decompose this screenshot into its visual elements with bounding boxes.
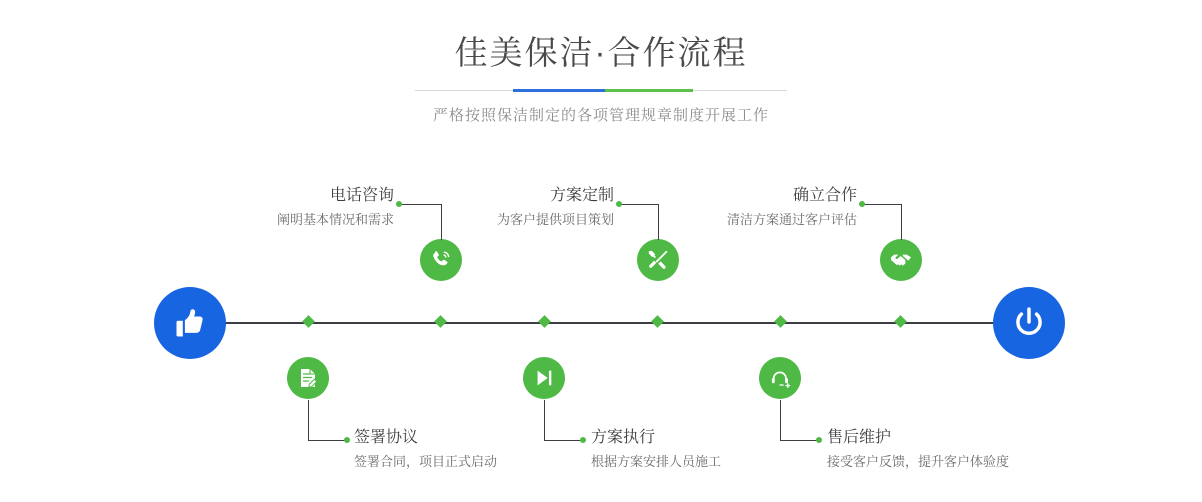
step-dot-4	[580, 437, 586, 443]
step-title-2: 签署协议	[354, 429, 419, 446]
step-diamond-6	[774, 315, 787, 328]
step-diamond-1	[434, 315, 447, 328]
step-icon-4	[523, 357, 565, 399]
step-diamond-2	[302, 315, 315, 328]
step-connector-5-horizontal	[863, 204, 902, 205]
step-title-5: 确立合作	[792, 187, 857, 204]
step-diamond-4	[538, 315, 551, 328]
step-title-1: 电话咨询	[329, 187, 394, 204]
step-connector-4-horizontal	[544, 440, 584, 441]
step-diamond-5	[894, 315, 907, 328]
document-edit-icon	[296, 366, 320, 390]
thumbs-up-icon	[172, 305, 208, 341]
timeline-start-endpoint	[154, 287, 226, 359]
step-label-3	[400, 186, 614, 230]
step-label-6	[827, 428, 1087, 472]
page-subtitle: 严格按照保洁制定的各项管理规章制度开展工作	[432, 107, 769, 124]
timeline-end-endpoint	[993, 287, 1065, 359]
step-desc-2: 签署合同，项目正式启动	[354, 454, 498, 469]
step-icon-6	[759, 357, 801, 399]
step-diamond-3	[651, 315, 664, 328]
step-desc-3: 为客户提供项目策划	[496, 212, 614, 227]
tools-icon	[646, 248, 670, 272]
step-desc-1: 阐明基本情况和需求	[276, 212, 394, 227]
step-icon-2	[287, 357, 329, 399]
step-label-2	[354, 428, 594, 472]
step-connector-4-vertical	[544, 400, 545, 441]
step-connector-6-vertical	[780, 400, 781, 441]
step-title-4: 方案执行	[591, 429, 656, 446]
step-connector-2-vertical	[308, 400, 309, 441]
page-title: 佳美保洁·合作流程	[454, 34, 748, 71]
step-icon-3	[637, 239, 679, 281]
headset-support-icon	[769, 367, 792, 390]
step-dot-6	[816, 437, 822, 443]
power-icon	[1010, 304, 1048, 342]
step-label-4	[591, 428, 831, 472]
step-dot-5	[859, 201, 865, 207]
step-connector-2-horizontal	[308, 440, 348, 441]
step-desc-5: 清洁方案通过客户评估	[726, 212, 857, 227]
step-desc-6: 接受客户反馈，提升客户体验度	[827, 454, 1010, 469]
step-label-5	[640, 186, 857, 230]
step-icon-1	[420, 239, 462, 281]
step-dot-3	[616, 201, 622, 207]
step-connector-5-vertical	[901, 204, 902, 240]
step-desc-4: 根据方案安排人员施工	[591, 454, 722, 469]
step-label-1	[150, 186, 394, 230]
step-title-6: 售后维护	[827, 429, 892, 446]
step-connector-6-horizontal	[780, 440, 820, 441]
play-step-icon	[533, 367, 555, 389]
handshake-icon	[889, 248, 913, 272]
phone-call-icon	[429, 248, 453, 272]
step-dot-2	[344, 437, 350, 443]
step-title-3: 方案定制	[549, 187, 614, 204]
step-icon-5	[880, 239, 922, 281]
